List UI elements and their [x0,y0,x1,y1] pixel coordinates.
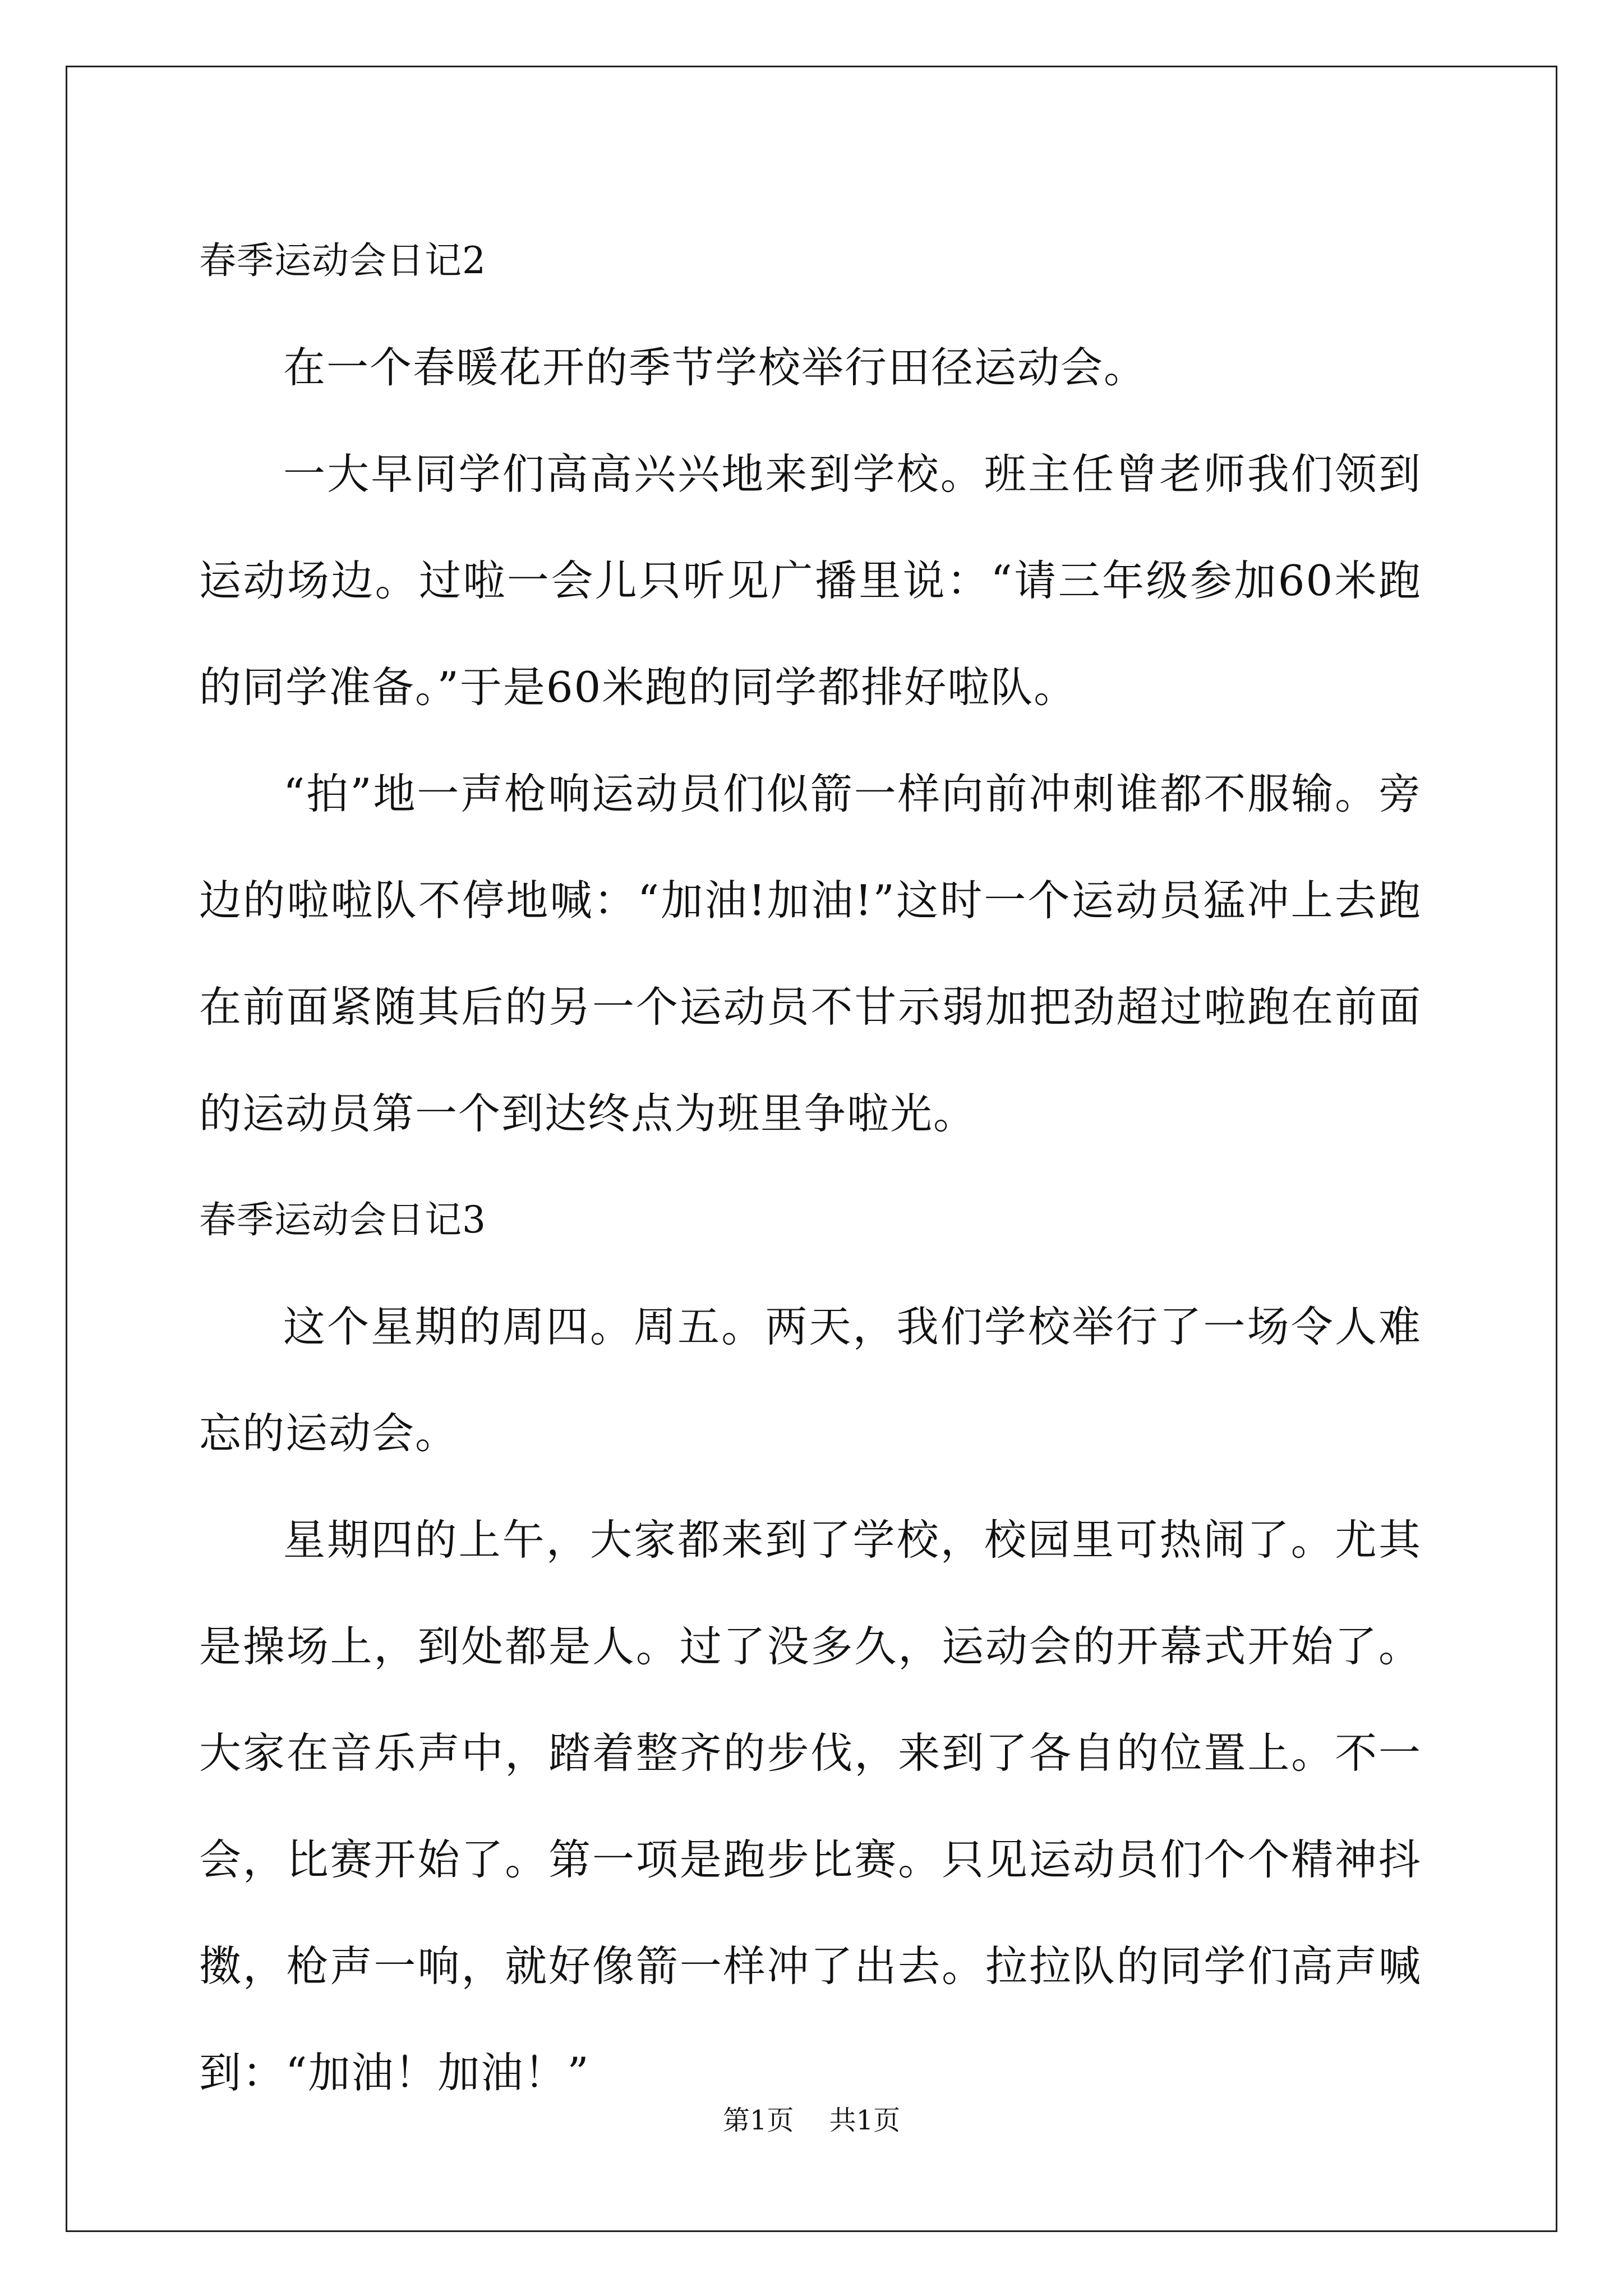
page-number: 第1页 [722,2105,794,2136]
paragraph: 一大早同学们高高兴兴地来到学校。班主任曾老师我们领到运动场边。过啦一会儿只听见广播里说：“请三年级参加60米跑的同学准备。”于是60米跑的同学都排好啦队。 [199,449,1422,712]
page-total: 共1页 [829,2105,901,2136]
paragraph: 星期四的上午，大家都来到了学校，校园里可热闹了。尤其是操场上，到处都是人。过了没多久，运动会的开幕式开始了。大家在音乐声中，踏着整齐的步伐，来到了各自的位置上。不一会，比赛开始了。第一项是跑步比赛。只见运动员们个个精神抖擞，枪声一响，就好像箭一样冲了出去。拉拉队的同学们高声喊到：“加油！加油！” [199,1515,1422,2097]
document-body [199,208,1422,2126]
paragraph: 这个星期的周四。周五。两天，我们学校举行了一场令人难忘的运动会。 [199,1302,1422,1458]
paragraph: “拍”地一声枪响运动员们似箭一样向前冲刺谁都不服输。旁边的啦啦队不停地喊：“加油!加油!”这时一个运动员猛冲上去跑在前面紧随其后的另一个运动员不甘示弱加把劲超过啦跑在前面的运动员第一个到达终点为班里争啦光。 [199,769,1422,1138]
section-title-diary-3: 春季运动会日记3 [199,1198,486,1241]
section-title-diary-2: 春季运动会日记2 [199,239,486,282]
page-footer [0,2104,1623,2137]
paragraph: 在一个春暖花开的季节学校举行田径运动会。 [283,343,1147,392]
